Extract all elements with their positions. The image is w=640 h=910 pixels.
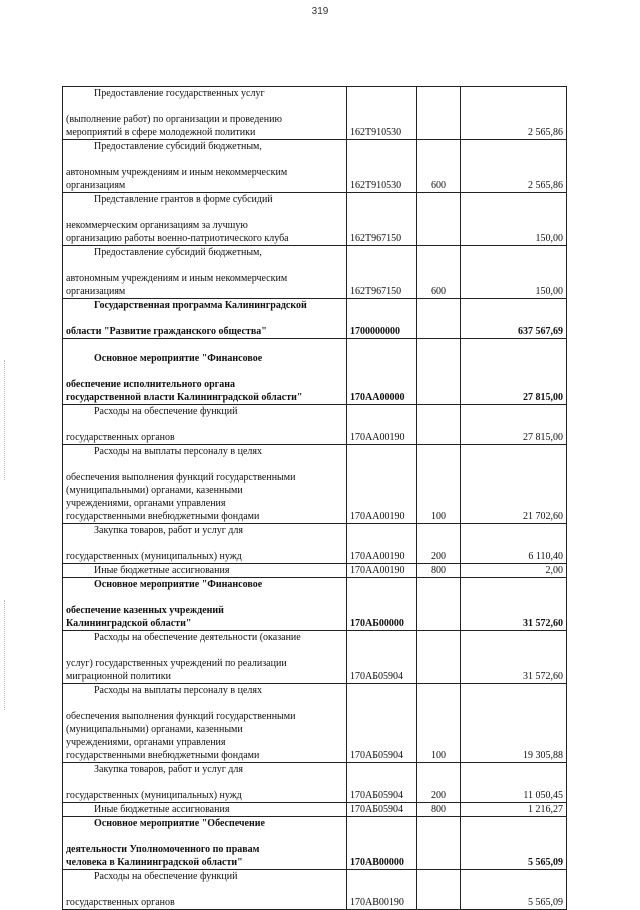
- row-name-line: обеспечения выполнения функций государственными: [66, 472, 296, 483]
- row-name-line: государственных органов: [66, 432, 175, 443]
- row-name-cell: [63, 246, 347, 299]
- row-type-cell: 200: [417, 763, 461, 803]
- row-name-line: (муниципальными) органами, казенными: [66, 485, 243, 496]
- row-name-line: (выполнение работ) по организации и проведению: [66, 114, 282, 125]
- row-type-cell: 600: [417, 246, 461, 299]
- row-name-line: мероприятий в сфере молодежной политики: [66, 127, 256, 138]
- row-name-line: учреждениями, органами управления: [66, 737, 226, 748]
- row-name-cell: [63, 817, 347, 870]
- row-sum-cell: 19 305,88: [461, 684, 567, 763]
- row-name-line: Закупка товаров, работ и услуг для: [94, 764, 243, 775]
- row-code-cell: 170АБ05904: [347, 684, 417, 763]
- row-name-line: человека в Калининградской области": [66, 857, 243, 868]
- row-name-line: государственными внебюджетными фондами: [66, 750, 260, 761]
- row-name-cell: [63, 524, 347, 564]
- row-name-line: государственных органов: [66, 897, 175, 908]
- row-name-line: организациям: [66, 286, 126, 297]
- row-code-cell: 162Т910530: [347, 87, 417, 140]
- row-type-cell: 600: [417, 140, 461, 193]
- row-name-cell: [63, 564, 347, 578]
- row-code-cell: 162Т910530: [347, 140, 417, 193]
- table-row: [63, 870, 567, 910]
- row-name-line: миграционной политики: [66, 671, 171, 682]
- row-name-line: Предоставление субсидий бюджетным,: [94, 247, 262, 258]
- row-sum-cell: 11 050,45: [461, 763, 567, 803]
- table-row: [63, 817, 567, 870]
- row-name-line: (муниципальными) органами, казенными: [66, 724, 243, 735]
- row-code-cell: 162Т967150: [347, 246, 417, 299]
- row-name-line: Предоставление субсидий бюджетным,: [94, 141, 262, 152]
- row-name-line: услуг) государственных учреждений по реализации: [66, 658, 287, 669]
- row-name-line: некоммерческим организациям за лучшую: [66, 220, 248, 231]
- row-name-line: Расходы на обеспечение деятельности (оказание: [94, 632, 301, 643]
- table-row: [63, 564, 567, 578]
- row-name-cell: [63, 339, 347, 405]
- row-code-cell: 170АА00190: [347, 405, 417, 445]
- table-row: [63, 299, 567, 339]
- scan-edge-mark: [4, 360, 6, 480]
- row-name-line: Расходы на выплаты персоналу в целях: [94, 685, 262, 696]
- row-sum-cell: 2 565,86: [461, 87, 567, 140]
- table-row: [63, 631, 567, 684]
- table-row: [63, 405, 567, 445]
- row-name-line: Основное мероприятие "Обеспечение: [94, 818, 265, 829]
- row-code-cell: 170АА00000: [347, 339, 417, 405]
- table-row: [63, 193, 567, 246]
- table-row: [63, 445, 567, 524]
- row-type-cell: [417, 299, 461, 339]
- row-name-line: обеспечение исполнительного органа: [66, 379, 235, 390]
- row-name-cell: [63, 631, 347, 684]
- row-type-cell: [417, 870, 461, 910]
- row-sum-cell: 31 572,60: [461, 578, 567, 631]
- scan-edge-mark: [4, 600, 6, 710]
- row-name-line: Расходы на обеспечение функций: [94, 871, 238, 882]
- row-name-cell: [63, 445, 347, 524]
- row-name-line: Расходы на обеспечение функций: [94, 406, 238, 417]
- row-type-cell: [417, 405, 461, 445]
- row-name-line: Государственная программа Калининградской: [94, 300, 307, 311]
- row-name-line: обеспечение казенных учреждений: [66, 605, 224, 616]
- row-name-line: государственной власти Калининградской области": [66, 392, 303, 403]
- row-type-cell: 800: [417, 564, 461, 578]
- row-sum-cell: 1 216,27: [461, 803, 567, 817]
- row-sum-cell: 31 572,60: [461, 631, 567, 684]
- row-name-line: государственных (муниципальных) нужд: [66, 790, 242, 801]
- row-name-line: Расходы на выплаты персоналу в целях: [94, 446, 262, 457]
- row-name-line: Основное мероприятие "Финансовое: [94, 579, 263, 590]
- row-name-cell: [63, 140, 347, 193]
- row-code-cell: 170АБ05904: [347, 803, 417, 817]
- row-name-line: деятельности Уполномоченного по правам: [66, 844, 260, 855]
- row-name-cell: [63, 684, 347, 763]
- row-name-cell: [63, 803, 347, 817]
- row-sum-cell: 5 565,09: [461, 817, 567, 870]
- row-code-cell: 170АА00190: [347, 564, 417, 578]
- table-row: [63, 803, 567, 817]
- row-name-line: учреждениями, органами управления: [66, 498, 226, 509]
- row-code-cell: 170АБ00000: [347, 578, 417, 631]
- row-name-cell: [63, 405, 347, 445]
- table-row: [63, 578, 567, 631]
- row-code-cell: 170АБ05904: [347, 631, 417, 684]
- row-name-cell: [63, 578, 347, 631]
- row-code-cell: 170АВ00000: [347, 817, 417, 870]
- row-code-cell: 170АА00190: [347, 524, 417, 564]
- row-sum-cell: 150,00: [461, 193, 567, 246]
- row-name-line: Иные бюджетные ассигнования: [94, 565, 230, 576]
- row-code-cell: 170АБ05904: [347, 763, 417, 803]
- row-name-line: организацию работы военно-патриотического клуба: [66, 233, 289, 244]
- row-code-cell: 170АА00190: [347, 445, 417, 524]
- row-sum-cell: 637 567,69: [461, 299, 567, 339]
- row-sum-cell: 2,00: [461, 564, 567, 578]
- table-row: [63, 246, 567, 299]
- page-number: 319: [311, 6, 329, 17]
- row-name-line: области "Развитие гражданского общества": [66, 326, 267, 337]
- row-name-cell: [63, 870, 347, 910]
- row-sum-cell: 6 110,40: [461, 524, 567, 564]
- row-type-cell: [417, 87, 461, 140]
- row-type-cell: 800: [417, 803, 461, 817]
- row-name-line: Калининградской области": [66, 618, 192, 629]
- row-sum-cell: 150,00: [461, 246, 567, 299]
- row-sum-cell: 27 815,00: [461, 339, 567, 405]
- row-sum-cell: 27 815,00: [461, 405, 567, 445]
- row-type-cell: [417, 817, 461, 870]
- row-code-cell: 1700000000: [347, 299, 417, 339]
- row-name-line: Закупка товаров, работ и услуг для: [94, 525, 243, 536]
- row-name-line: Предоставление государственных услуг: [94, 88, 265, 99]
- budget-table-body: [63, 87, 567, 910]
- budget-table: [62, 86, 567, 910]
- row-code-cell: 162Т967150: [347, 193, 417, 246]
- table-row: [63, 339, 567, 405]
- row-type-cell: 100: [417, 445, 461, 524]
- row-name-line: автономным учреждениям и иным некоммерческим: [66, 273, 288, 284]
- row-type-cell: [417, 193, 461, 246]
- row-name-line: обеспечения выполнения функций государственными: [66, 711, 296, 722]
- row-name-cell: [63, 299, 347, 339]
- row-type-cell: [417, 578, 461, 631]
- row-name-line: автономным учреждениям и иным некоммерческим: [66, 167, 288, 178]
- row-sum-cell: 21 702,60: [461, 445, 567, 524]
- row-sum-cell: 2 565,86: [461, 140, 567, 193]
- row-type-cell: 100: [417, 684, 461, 763]
- row-name-line: государственных (муниципальных) нужд: [66, 551, 242, 562]
- row-code-cell: 170АВ00190: [347, 870, 417, 910]
- row-name-line: Иные бюджетные ассигнования: [94, 804, 230, 815]
- table-row: [63, 763, 567, 803]
- row-name-cell: [63, 763, 347, 803]
- row-name-line: государственными внебюджетными фондами: [66, 511, 260, 522]
- row-name-line: Представление грантов в форме субсидий: [94, 194, 273, 205]
- table-row: [63, 684, 567, 763]
- table-row: [63, 87, 567, 140]
- row-name-line: Основное мероприятие "Финансовое: [94, 353, 263, 364]
- row-name-line: организациям: [66, 180, 126, 191]
- row-type-cell: [417, 631, 461, 684]
- row-name-cell: [63, 193, 347, 246]
- table-row: [63, 524, 567, 564]
- row-sum-cell: 5 565,09: [461, 870, 567, 910]
- row-type-cell: [417, 339, 461, 405]
- row-name-cell: [63, 87, 347, 140]
- table-row: [63, 140, 567, 193]
- row-type-cell: 200: [417, 524, 461, 564]
